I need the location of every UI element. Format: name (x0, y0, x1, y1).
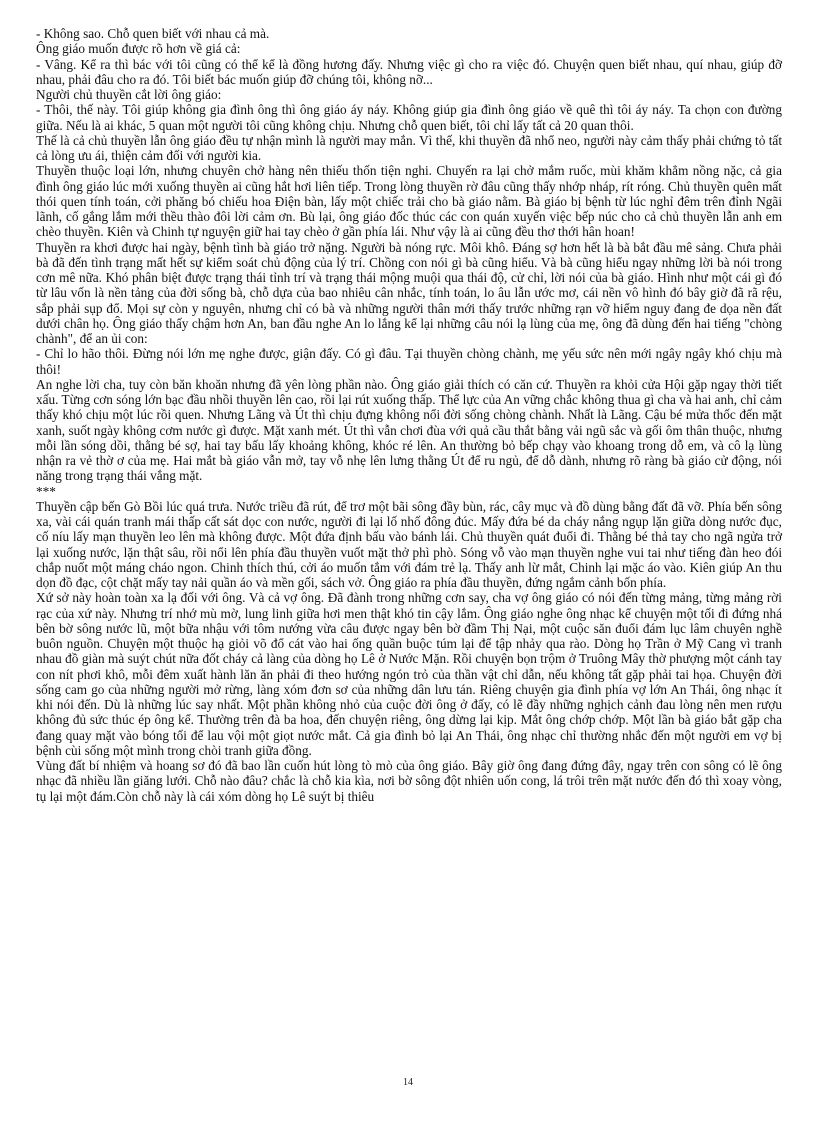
document-page (36, 26, 782, 804)
page-number: 14 (403, 1077, 413, 1088)
paragraph: Xứ sở này hoàn toàn xa lạ đối với ông. Và cả vợ ông. Đã đành trong những cơn say, cha vợ ông giáo có nói đến từng mảng, từng mảng rời rạc của xứ này. Nhưng trí nhớ mù mờ, lung linh giữa hơi men thật khó tin cậy lắm. Ông giáo nghe ông nhạc kể chuyện một tối đi đứng nhá bên bờ sông nước lũ, một bữa nhậu với tôm nướng vừa câu được ngay bên bờ đầm Thị Nại, một cuộc săn đuổi đám lục lâm chuyên nghề buôn nguồn. Chuyện một thuộc hạ giỏi võ đổ cát vào hai ống quần buộc túm lại để tập nhảy qua rào. Dòng họ Trần ở Mỹ Cang vì tranh nhau đồ giàn mà suýt chút nữa đốt cháy cả làng của dòng họ Lê ở Nước Mặn. Rồi chuyện bọn trộm ở Truông Mây thờ phượng một cánh tay con nít phơi khô, mỗi đêm xuất hành lăn ăn phải đi theo hướng ngón trỏ của thần vật chỉ dẫn, nếu không tất gặp phải tai họa. Chuyện đời sống cam go của những người mở rừng, làng xóm đơn sơ của những dân lưu tán. Riêng chuyện gia đình phía vợ lớn An Thái, ông nhạc ít khi nói đến. Dù là những lúc say nhất. Một phần không nhỏ của cuộc đời ông ở đấy, có lẽ đầy những nghịch cảnh đau lòng nên men rượu không đủ sức thúc ép ông kể. Thường trên đà ba hoa, đến chuyện riêng, ông dừng lại kịp. Mắt ông chớp chớp. Một lần bà giáo bắt gặp cha đang quay mặt vào bóng tối để lau vội một giọt nước mắt. Cả gia đình bỏ lại An Thái, ông nhạc chỉ thường nhắc đến một người em vợ bị bệnh cùi sống một mình trong chòi tranh giữa đồng. (36, 590, 782, 758)
paragraph: - Không sao. Chỗ quen biết với nhau cả mà. (36, 26, 270, 41)
paragraph: An nghe lời cha, tuy còn băn khoăn nhưng đã yên lòng phần nào. Ông giáo giải thích có căn cứ. Thuyền ra khỏi cửa Hội gặp ngay thời tiết xấu. Từng cơn sóng lớn bạc đầu nhồi thuyền lên cao, rồi lại rút xuống thấp. Thể lực của An vững chắc không thua gì cha và hai anh, chỉ cảm thấy khó chịu một lúc rồi quen. Nhưng Lãng và Út thì chịu đựng không nổi đời sống chòng chành. Nhất là Lãng. Cậu bé mửa thốc đến mặt xanh, suốt ngày không cơm nước gì được. Mặt xanh mét. Út thì vẫn chơi đùa với quả cầu thắt bằng vải ngũ sắc và gối ôm thân thuộc, nhưng mỗi lần sóng dồi, thằng bé sợ, hai tay bấu lấy khoảng không, khóc ré lên. An thường bỏ bếp chạy vào khoang trong dỗ em, và cô lạ lùng nhận ra vẻ thờ ơ của mẹ. Hai mắt bà giáo vẫn mở, tay vỗ nhẹ lên lưng thằng Út để ru ngủ, để dỗ dành, nhưng rõ ràng bà giáo cử động, nói năng trong trạng thái vắng mặt. (36, 376, 782, 484)
paragraph: - Chỉ lo hão thôi. Đừng nói lớn mẹ nghe được, giận đấy. Có gì đâu. Tại thuyền chòng chành, mẹ yếu sức nên mới ngây ngây khó chịu mà thôi! (36, 346, 782, 377)
paragraph: Thuyền ra khơi được hai ngày, bệnh tình bà giáo trở nặng. Người bà nóng rực. Môi khô. Đáng sợ hơn hết là bà bắt đầu mê sảng. Chưa phải bà đã đến tình trạng mất hết sự kiểm soát chủ động của lý trí. Chồng con nói gì bà cũng hiểu. Và bà cũng hiểu ngay những lời bà nói trong cơn mê nữa. Khó phân biệt được trạng thái tỉnh trí và trạng thái mộng muội qua thái độ, cử chỉ, lời nói của bà giáo. Hình như một cái gì đó từ lâu vốn là nền tảng của đời sống bà, chỗ dựa của bao nhiêu cân nhắc, tính toán, lo âu lẫn ước mơ, cái nền vô hình đó bây giờ đã rã rệu, sắp phải sụp đổ. Mọi sự còn y nguyên, nhưng chỉ có bà và những người thân mới thấy trước những rạn vỡ hiểm nguy đang đe dọa nền đất dưới chân họ. Ông giáo thấy chậm hơn An, ban đầu nghe An lo lắng kể lại những câu nói lạ lùng của mẹ, ông đã dùng đến hai tiếng "chòng chành", để an ủi con: (36, 239, 782, 346)
paragraph: Thế là cả chủ thuyền lẫn ông giáo đều tự nhận mình là người may mắn. Vì thế, khi thuyền đã nhổ neo, người này cảm thấy phải chứng tỏ tất cả lòng ưu ái, thiện cảm đối với người kia. (36, 132, 782, 163)
paragraph: - Vâng. Kể ra thì bác với tôi cũng có thể kể là đồng hương đấy. Nhưng việc gì cho ra việc đó. Chuyện quen biết nhau, quí nhau, giúp đỡ nhau, phải đâu cho ra đó. Tôi biết bác muốn giúp đỡ chúng tôi, không nỡ... (36, 56, 782, 87)
paragraph: Thuyền thuộc loại lớn, nhưng chuyên chở hàng nên thiếu thốn tiện nghi. Chuyến ra lại chở mắm ruốc, mùi khăm khẳm nồng nặc, cả gia đình ông giáo lúc mới xuống thuyền ai cũng hắt hơi liên tiếp. Trong lòng thuyền rờ đâu cũng thấy nhớp nháp, rít róng. Chủ thuyền quên mất thói quen tính toán, cởi phăng bó chiếu hoa Điện bàn, lấy một chiếc trải cho bà giáo nằm. Bà giáo bị bệnh từ lúc nghỉ đêm trên đỉnh Ngãi lãnh, cố gắng lắm mới thều thào đôi lời cảm ơn. Bù lại, ông giáo đốc thúc các con quán xuyến việc bếp núc cho cả chủ thuyền lẫn anh em chèo thuyền. Kiên và Chinh tự nguyện giữ hai tay chèo ở gần phía lái. Như vậy là ai cũng đều thơ thới hân hoan! (36, 163, 782, 240)
paragraph: Người chủ thuyền cắt lời ông giáo: (36, 87, 222, 102)
paragraph: Thuyền cập bến Gò Bồi lúc quá trưa. Nước triều đã rút, để trơ một bãi sông đầy bùn, rác, cây mục và đồ dùng bằng đất đã vỡ. Phía bến sông xa, vài cái quán tranh mái thấp cất sát dọc con nước, người đi lại lố nhố đông đúc. Mấy đứa bé da cháy nắng ngụp lặn giữa dòng nước đục, cố níu lấy mạn thuyền leo lên mà không được. Một đứa định bấu vào bánh lái. Chủ thuyền quát đuổi đi. Thằng bé thả tay cho ngã ngửa trở lại xuống nước, lặn thật sâu, rồi nổi lên phía đầu thuyền vuốt mặt thở phì phò. Sóng vỗ vào mạn thuyền nghe vui tai như tiếng đàn heo đói chắp nuốt một máng cháo ngon. Chinh thích thú, cởi áo muốn tắm với đám trẻ lạ. Thấy anh lừ mắt, Chinh lại mặc áo vào. Kiên giúp An thu dọn đồ đạc, cột chặt mấy tay nải quần áo và mền gối, sách vở. Ông giáo ra phía đầu thuyền, đứng ngắm cảnh bốn phía. (36, 498, 782, 590)
paragraph: Ông giáo muốn được rõ hơn về giá cả: (36, 41, 241, 57)
section-separator: *** (36, 483, 56, 499)
paragraph: - Thôi, thế này. Tôi giúp không gia đình ông thì ông giáo áy náy. Không giúp gia đình ông giáo về quê thì tôi áy náy. Ta chọn con đường giữa. Nếu là ai khác, 5 quan một người tôi cũng không chịu. Nhưng chỗ quen biết, tôi chỉ lấy tất cả 20 quan thôi. (36, 102, 782, 133)
paragraph: Vùng đất bí nhiệm và hoang sơ đó đã bao lần cuốn hút lòng tò mò của ông giáo. Bây giờ ông đang đứng đây, ngay trên con sông có lẽ ông nhạc đã nhiều lần giăng lưới. Chỗ nào đâu? chắc là chỗ kia kìa, nơi bờ sông đột nhiên uốn cong, lá trôi trên mặt nước đến đó thì xoay vòng, tụ lại một đám.Còn chỗ này là cái xóm dòng họ Lê suýt bị thiêu (36, 758, 782, 804)
